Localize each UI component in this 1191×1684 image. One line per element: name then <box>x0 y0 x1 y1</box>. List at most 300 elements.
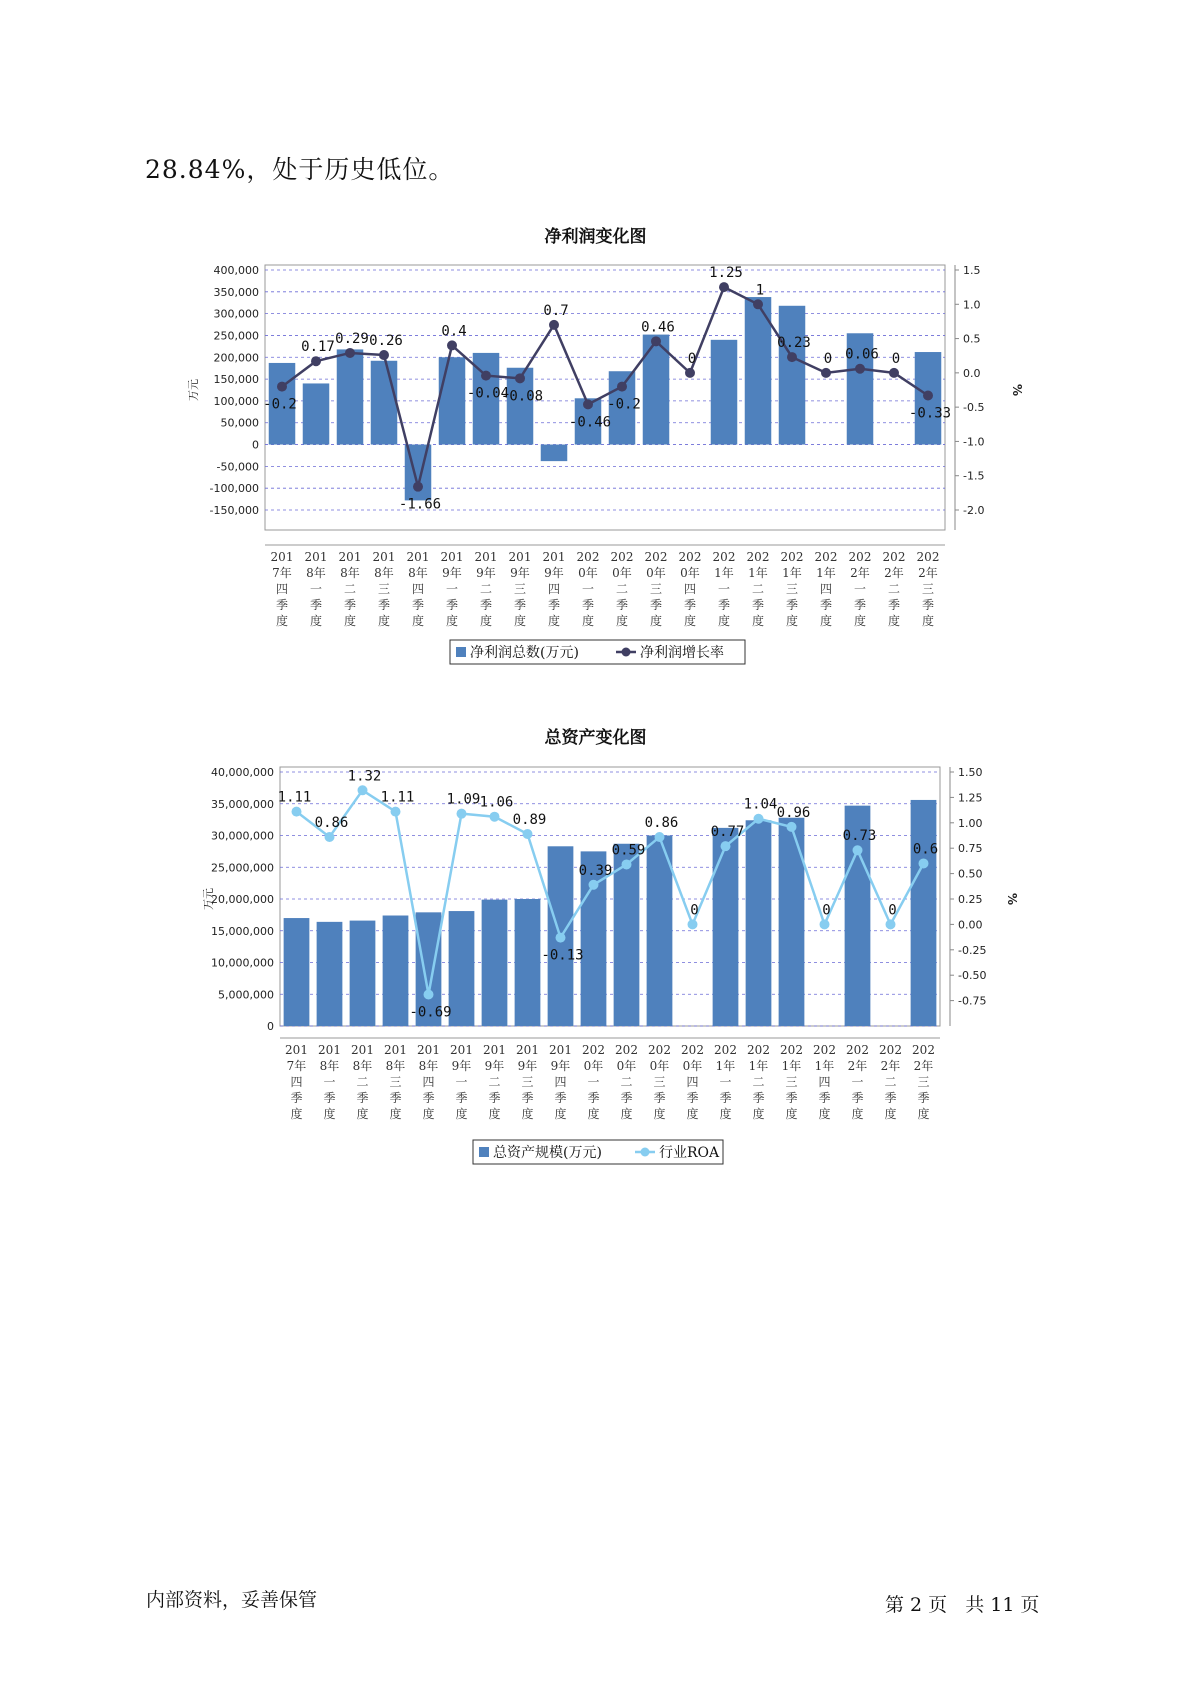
x-tick-label <box>679 550 702 628</box>
line-point <box>787 822 797 832</box>
x-tick-label-line: 季 <box>356 1091 369 1105</box>
x-tick-label <box>846 1043 869 1121</box>
x-tick-label-line: 度 <box>377 614 391 628</box>
line-point <box>583 399 593 409</box>
y2-tick-label: -0.5 <box>963 401 985 415</box>
x-tick-label-line: 202 <box>615 1043 638 1057</box>
footer-page-current: 2 <box>910 1594 923 1616</box>
x-tick-label-line: 一 <box>717 582 731 596</box>
x-tick-label-line: 8年 <box>408 566 428 580</box>
x-tick-label-line: 度 <box>455 1107 468 1121</box>
x-tick-label-line: 201 <box>450 1043 473 1057</box>
x-tick-label-line: 202 <box>846 1043 869 1057</box>
x-tick-label-line: 季 <box>683 598 697 612</box>
line-point <box>889 368 899 378</box>
x-tick-label-line: 度 <box>818 1107 831 1121</box>
x-tick-label <box>450 1043 473 1121</box>
line-point <box>651 336 661 346</box>
line-point <box>391 807 401 817</box>
line-point <box>617 382 627 392</box>
x-tick-label-line: 季 <box>921 598 935 612</box>
x-tick-label-line: 二 <box>887 582 901 596</box>
y-tick-label: 350,000 <box>213 285 259 299</box>
x-tick-label-line: 2年 <box>918 566 938 580</box>
x-tick-label <box>318 1043 341 1121</box>
x-tick-label-line: 三 <box>649 582 663 596</box>
bar <box>541 445 568 462</box>
x-tick-label-line: 二 <box>884 1075 897 1089</box>
legend <box>473 1140 723 1164</box>
x-tick-label-line: 度 <box>752 1107 765 1121</box>
x-tick-label-line: 9年 <box>510 566 530 580</box>
line-point <box>311 356 321 366</box>
x-tick-label-line: 度 <box>356 1107 369 1121</box>
x-tick-label-line: 1年 <box>748 1059 769 1073</box>
x-tick-label-line: 202 <box>576 550 600 564</box>
y2-tick-label: 1.25 <box>958 791 983 805</box>
bar <box>350 921 376 1026</box>
x-tick-label-line: 201 <box>417 1043 440 1057</box>
x-tick-label-line: 0年 <box>583 1059 604 1073</box>
footer-page-word1: 第 <box>885 1594 905 1616</box>
x-tick-label-line: 0年 <box>616 1059 637 1073</box>
line-point <box>447 340 457 350</box>
line-point <box>622 859 632 869</box>
x-tick-label-line: 202 <box>712 550 736 564</box>
line-point <box>853 845 863 855</box>
x-tick-label-line: 9年 <box>442 566 462 580</box>
y-tick-label: 50,000 <box>220 416 259 430</box>
x-tick-label-line: 三 <box>921 582 935 596</box>
y-tick-label: 40,000,000 <box>211 766 274 779</box>
y2-tick-label: 1.50 <box>958 766 983 779</box>
x-tick-label-line: 季 <box>719 1091 732 1105</box>
data-label: 1.09 <box>446 791 481 808</box>
x-tick-label-line: 二 <box>752 1075 765 1089</box>
y-tick-label: 5,000,000 <box>218 988 274 1002</box>
x-tick-label <box>611 550 634 628</box>
x-tick-label <box>483 1043 506 1121</box>
legend <box>450 640 745 664</box>
x-tick-label-line: 202 <box>648 1043 671 1057</box>
x-tick-label-line: 201 <box>318 1043 341 1057</box>
line-point <box>719 282 729 292</box>
x-tick-label-line: 8年 <box>306 566 326 580</box>
x-tick-label-line: 季 <box>884 1091 897 1105</box>
x-tick-label-line: 季 <box>479 598 493 612</box>
x-tick-label-line: 201 <box>549 1043 572 1057</box>
x-tick-label <box>417 1043 440 1121</box>
y2-tick-label: 0.75 <box>958 842 983 856</box>
x-tick-label-line: 0年 <box>682 1059 703 1073</box>
x-tick-label-line: 2年 <box>880 1059 901 1073</box>
x-tick-label-line: 一 <box>445 582 459 596</box>
y2-tick-label: -1.0 <box>963 435 985 449</box>
y2-tick-label: 0.5 <box>963 332 981 346</box>
x-tick-label-line: 季 <box>377 598 391 612</box>
line-point <box>358 785 368 795</box>
data-label: 0 <box>823 350 833 367</box>
line-point <box>589 880 599 890</box>
x-tick-label-line: 201 <box>474 550 498 564</box>
x-tick-label-line: 季 <box>422 1091 435 1105</box>
data-label: -0.04 <box>466 385 510 402</box>
y2-tick-label: 0.00 <box>958 918 983 932</box>
line-point <box>820 919 830 929</box>
x-tick-label <box>747 1043 770 1121</box>
y2-tick-label: -0.75 <box>958 994 987 1008</box>
net-profit-chart <box>0 255 1191 685</box>
x-tick-label <box>781 550 804 628</box>
x-tick-label-line: 季 <box>323 1091 336 1105</box>
x-tick-label-line: 1年 <box>715 1059 736 1073</box>
x-tick-label-line: 度 <box>653 1107 666 1121</box>
x-tick-label-line: 季 <box>455 1091 468 1105</box>
x-tick-label <box>615 1043 638 1121</box>
data-label: 0 <box>687 350 697 367</box>
x-tick-label-line: 9年 <box>451 1059 472 1073</box>
bar <box>449 911 475 1026</box>
line-point <box>919 858 929 868</box>
data-label: -0.46 <box>568 414 612 431</box>
x-tick-label <box>373 550 396 628</box>
line-point <box>490 812 500 822</box>
x-tick-label-line: 202 <box>882 550 906 564</box>
x-tick-label-line: 0年 <box>612 566 632 580</box>
x-tick-label <box>577 550 600 628</box>
bar <box>779 818 805 1026</box>
y-tick-label: 250,000 <box>213 329 259 343</box>
x-tick-label-line: 四 <box>411 582 425 596</box>
data-label: 0.29 <box>335 330 369 347</box>
x-tick-label-line: 201 <box>304 550 328 564</box>
x-tick-label <box>549 1043 572 1121</box>
y-tick-label: 10,000,000 <box>211 956 274 970</box>
data-label: -0.2 <box>263 396 297 413</box>
x-tick-label-line: 季 <box>615 598 629 612</box>
x-tick-label-line: 季 <box>818 1091 831 1105</box>
x-tick-label-line: 度 <box>422 1107 435 1121</box>
data-label: 1 <box>755 282 765 299</box>
y-tick-label: 150,000 <box>213 373 259 387</box>
x-tick-label-line: 度 <box>884 1107 897 1121</box>
footer-page-total: 11 <box>990 1594 1015 1616</box>
data-label: -0.69 <box>409 1004 452 1021</box>
x-tick-label <box>648 1043 671 1121</box>
y-tick-label: -100,000 <box>209 482 259 496</box>
y2-axis-label: % <box>1005 892 1019 906</box>
total-assets-chart <box>0 755 1191 1185</box>
x-tick-label <box>714 1043 737 1121</box>
y2-axis-label: % <box>1010 383 1024 397</box>
x-tick-label-line: 度 <box>785 1107 798 1121</box>
x-tick-label-line: 季 <box>445 598 459 612</box>
x-tick-label-line: 季 <box>851 1091 864 1105</box>
x-tick-label-line: 201 <box>440 550 464 564</box>
x-tick-label-line: 三 <box>653 1075 666 1089</box>
y2-tick-label: -0.50 <box>958 969 987 983</box>
x-tick-label-line: 季 <box>389 1091 402 1105</box>
x-tick-label-line: 四 <box>683 582 697 596</box>
x-tick-label-line: 季 <box>620 1091 633 1105</box>
data-label: 0 <box>891 350 901 367</box>
x-tick-label-line: 季 <box>819 598 833 612</box>
x-tick-label-line: 201 <box>508 550 532 564</box>
x-tick-label-line: 二 <box>751 582 765 596</box>
y-tick-label: 25,000,000 <box>211 861 274 875</box>
data-label: 0.86 <box>314 815 349 832</box>
plot-area <box>277 767 940 1026</box>
x-tick-label <box>441 550 464 628</box>
x-tick-label-line: 度 <box>717 614 731 628</box>
x-tick-label-line: 度 <box>547 614 561 628</box>
x-tick-label-line: 201 <box>372 550 396 564</box>
x-tick-label <box>713 550 736 628</box>
x-tick-label-line: 9年 <box>476 566 496 580</box>
data-label: -0.08 <box>500 388 544 405</box>
x-tick-label-line: 二 <box>479 582 493 596</box>
x-tick-label-line: 度 <box>686 1107 699 1121</box>
x-tick-label-line: 度 <box>411 614 425 628</box>
y2-tick-label: 1.5 <box>963 264 981 277</box>
y-tick-label: 400,000 <box>213 264 259 277</box>
footer-confidential: 内部资料，妥善保管 <box>146 1589 318 1611</box>
x-tick-label-line: 一 <box>309 582 323 596</box>
x-tick-label-line: 季 <box>649 598 663 612</box>
x-tick-label-line: 季 <box>653 1091 666 1105</box>
x-tick-label-line: 度 <box>751 614 765 628</box>
data-label: 0.39 <box>578 862 613 879</box>
line-point <box>515 373 525 383</box>
x-tick-label-line: 201 <box>351 1043 374 1057</box>
x-tick-label-line: 季 <box>853 598 867 612</box>
x-tick-label-line: 度 <box>309 614 323 628</box>
x-tick-label-line: 度 <box>488 1107 501 1121</box>
footer-page-word3: 共 <box>965 1594 985 1616</box>
x-tick-label-line: 季 <box>587 1091 600 1105</box>
x-tick-label-line: 三 <box>513 582 527 596</box>
x-tick-label <box>917 550 940 628</box>
x-tick-label <box>271 550 294 628</box>
x-tick-label-line: 季 <box>275 598 289 612</box>
x-tick-label-line: 2年 <box>850 566 870 580</box>
data-label: 1.32 <box>347 768 382 785</box>
x-tick-label-line: 202 <box>879 1043 902 1057</box>
data-label: 0.26 <box>369 333 403 350</box>
data-label: 1.25 <box>709 265 743 282</box>
data-label: 0.06 <box>845 346 879 363</box>
x-tick-label-line: 四 <box>275 582 289 596</box>
x-tick-label <box>681 1043 704 1121</box>
x-tick-label-line: 201 <box>406 550 430 564</box>
y2-tick-label: -2.0 <box>963 504 985 517</box>
x-tick-label-line: 季 <box>554 1091 567 1105</box>
data-label: 0.73 <box>842 828 877 845</box>
x-tick-label-line: 7年 <box>286 1059 307 1073</box>
bar <box>746 820 772 1026</box>
y2-tick-label: 1.00 <box>958 816 983 830</box>
plot-area <box>265 265 945 530</box>
x-tick-label-line: 季 <box>887 598 901 612</box>
x-tick-label-line: 季 <box>343 598 357 612</box>
x-tick-label <box>747 550 770 628</box>
line-point <box>523 829 533 839</box>
x-tick-label-line: 季 <box>751 598 765 612</box>
line-point <box>556 933 566 943</box>
line-point <box>655 832 665 842</box>
x-tick-label-line: 度 <box>921 614 935 628</box>
data-label: 0 <box>888 902 897 919</box>
bar <box>713 828 739 1026</box>
x-tick-label <box>645 550 668 628</box>
line-point <box>787 352 797 362</box>
x-tick-label-line: 度 <box>343 614 357 628</box>
x-tick-label-line: 季 <box>717 598 731 612</box>
x-tick-label-line: 二 <box>620 1075 633 1089</box>
y2-tick-label: 1.0 <box>963 298 981 312</box>
x-tick-label-line: 度 <box>683 614 697 628</box>
x-tick-label-line: 202 <box>747 1043 770 1057</box>
legend-bar-swatch <box>456 647 466 657</box>
x-tick-label-line: 9年 <box>517 1059 538 1073</box>
bar <box>317 922 343 1026</box>
line-point <box>721 841 731 851</box>
x-tick-label <box>475 550 498 628</box>
x-tick-label <box>305 550 328 628</box>
x-tick-label-line: 一 <box>719 1075 732 1089</box>
x-tick-label-line: 1年 <box>714 566 734 580</box>
y-axis-label: 万元 <box>187 379 200 401</box>
x-tick-label-line: 一 <box>455 1075 468 1089</box>
x-tick-label-line: 度 <box>323 1107 336 1121</box>
x-tick-label-line: 三 <box>785 1075 798 1089</box>
data-label: -0.13 <box>541 947 584 964</box>
x-tick-label-line: 0年 <box>646 566 666 580</box>
x-tick-label-line: 季 <box>785 1091 798 1105</box>
data-label: 1.11 <box>277 789 312 806</box>
data-label: 1.04 <box>743 796 778 813</box>
bar <box>515 899 541 1026</box>
x-tick-label <box>407 550 430 628</box>
x-tick-label-line: 度 <box>554 1107 567 1121</box>
y-tick-label: 300,000 <box>213 307 259 321</box>
x-tick-label-line: 202 <box>814 550 838 564</box>
x-tick-label-line: 7年 <box>272 566 292 580</box>
x-tick-label-line: 一 <box>851 1075 864 1089</box>
x-tick-label-line: 2年 <box>847 1059 868 1073</box>
y2-tick-label: 0.25 <box>958 893 983 906</box>
data-label: 0.6 <box>912 841 939 858</box>
x-tick-label-line: 季 <box>686 1091 699 1105</box>
y-tick-label: -50,000 <box>216 460 259 474</box>
x-tick-label <box>815 550 838 628</box>
legend-line-label: 净利润增长率 <box>640 645 724 661</box>
line-point <box>481 371 491 381</box>
x-tick-label-line: 8年 <box>319 1059 340 1073</box>
bar <box>482 900 508 1026</box>
x-tick-label-line: 季 <box>411 598 425 612</box>
bar <box>711 340 738 445</box>
footer-page-word2: 页 <box>928 1594 948 1616</box>
x-tick-label-line: 度 <box>513 614 527 628</box>
y-tick-label: 35,000,000 <box>211 797 274 811</box>
x-tick-label <box>813 1043 836 1121</box>
x-tick-label-line: 8年 <box>385 1059 406 1073</box>
line-point <box>886 919 896 929</box>
legend-bar-label: 总资产规模(万元) <box>493 1145 602 1161</box>
x-tick-label-line: 202 <box>746 550 770 564</box>
x-tick-label-line: 201 <box>384 1043 407 1057</box>
data-label: 0.23 <box>777 335 811 352</box>
x-tick-label-line: 三 <box>389 1075 402 1089</box>
x-tick-label <box>849 550 872 628</box>
y-tick-label: 0 <box>252 438 259 452</box>
x-tick-label-line: 2年 <box>913 1059 934 1073</box>
x-tick-label-line: 度 <box>479 614 493 628</box>
bar <box>383 916 409 1026</box>
x-tick-label <box>509 550 532 628</box>
line-point <box>292 807 302 817</box>
x-tick-label-line: 202 <box>916 550 940 564</box>
y-tick-label: 20,000,000 <box>211 893 274 906</box>
legend-line-dot <box>641 1148 650 1157</box>
x-tick-label-line: 202 <box>678 550 702 564</box>
legend-bar-label: 净利润总数(万元) <box>470 645 579 661</box>
line-point <box>549 320 559 330</box>
x-tick-label <box>516 1043 539 1121</box>
line-point <box>325 832 335 842</box>
x-tick-label-line: 季 <box>581 598 595 612</box>
x-tick-label-line: 度 <box>620 1107 633 1121</box>
line-point <box>923 390 933 400</box>
line-point <box>424 990 434 1000</box>
x-tick-label-line: 8年 <box>418 1059 439 1073</box>
x-tick-label-line: 201 <box>338 550 362 564</box>
x-tick-label-line: 201 <box>483 1043 506 1057</box>
x-tick-label-line: 度 <box>587 1107 600 1121</box>
x-tick-label-line: 度 <box>290 1107 303 1121</box>
bar <box>779 306 806 445</box>
x-tick-label-line: 8年 <box>352 1059 373 1073</box>
x-tick-label-line: 季 <box>290 1091 303 1105</box>
data-label: 0.86 <box>644 815 679 832</box>
x-tick-label <box>780 1043 803 1121</box>
data-label: -0.33 <box>908 405 952 422</box>
bar <box>337 349 364 444</box>
x-tick-label-line: 三 <box>917 1075 930 1089</box>
x-tick-label-line: 度 <box>521 1107 534 1121</box>
x-tick-label-line: 0年 <box>578 566 598 580</box>
x-tick-label-line: 201 <box>270 550 294 564</box>
x-tick-label-line: 度 <box>389 1107 402 1121</box>
bar <box>439 357 466 444</box>
data-label: 0 <box>690 902 699 919</box>
data-label: -1.66 <box>398 496 442 513</box>
chart1-title: 净利润变化图 <box>544 227 647 247</box>
x-tick-label-line: 1年 <box>782 566 802 580</box>
x-tick-label <box>339 550 362 628</box>
x-tick-label-line: 202 <box>912 1043 935 1057</box>
line-point <box>688 919 698 929</box>
y2-tick-label: 0.0 <box>963 366 981 380</box>
line-point <box>457 809 467 819</box>
x-tick-label <box>883 550 906 628</box>
legend-bar-swatch <box>479 1147 489 1157</box>
x-tick-label-line: 度 <box>615 614 629 628</box>
y-tick-label: -150,000 <box>209 504 259 517</box>
line-point <box>413 482 423 492</box>
y-tick-label: 100,000 <box>213 394 259 408</box>
